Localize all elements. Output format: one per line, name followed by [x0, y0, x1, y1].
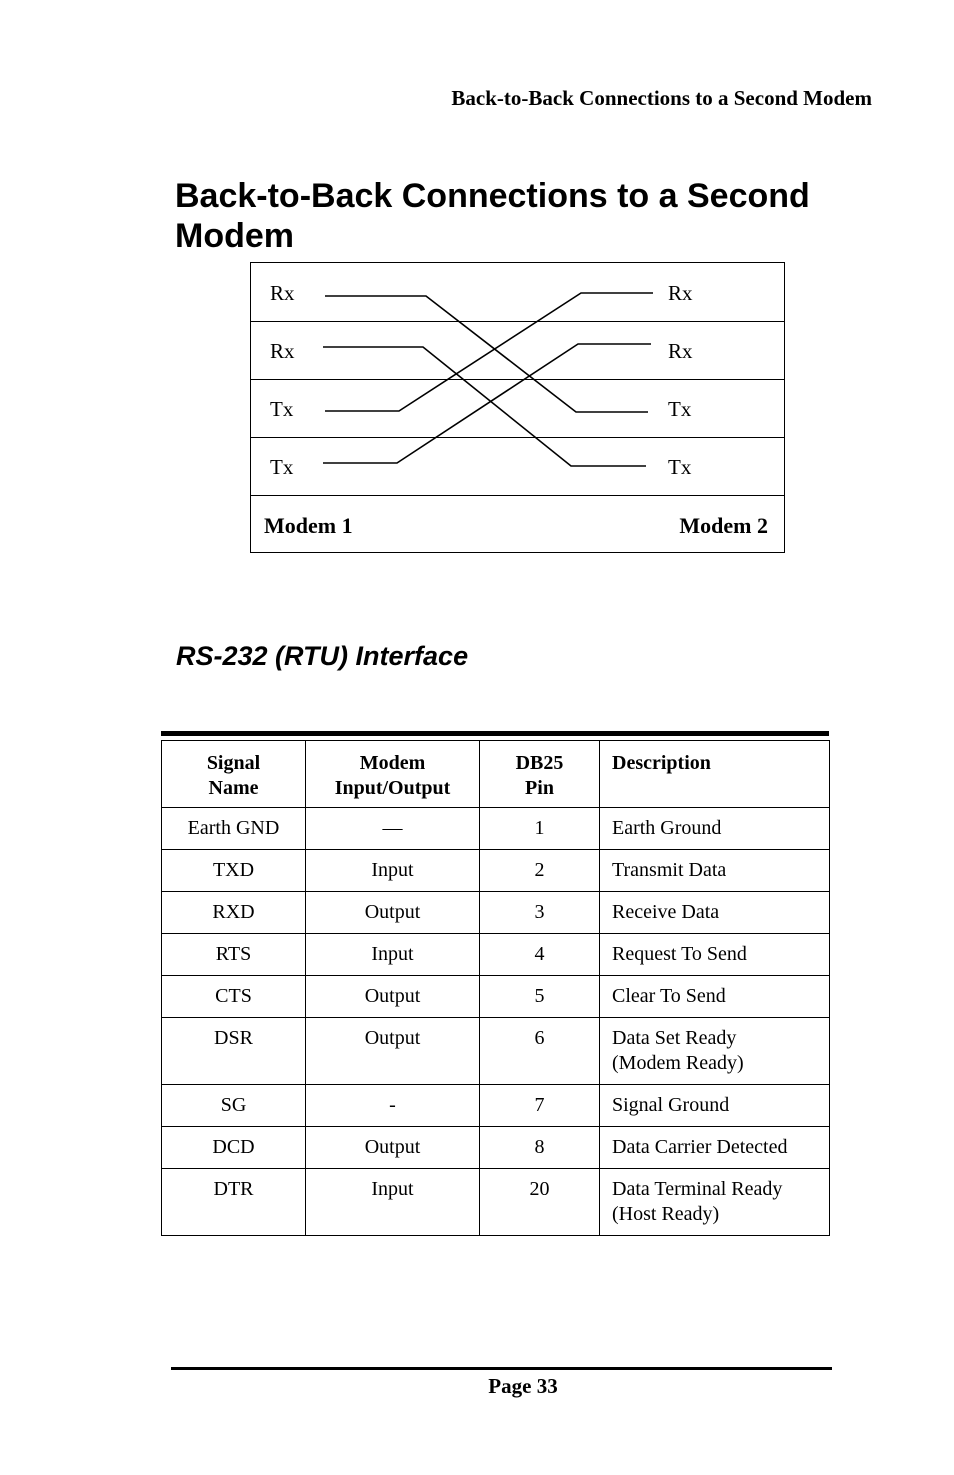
right-label-rx-1: Rx	[668, 281, 693, 305]
table-row	[162, 1085, 830, 1127]
wire-rx2-to-tx2	[323, 347, 646, 466]
left-label-tx-1: Tx	[270, 397, 294, 421]
cell-description: Signal Ground	[600, 1085, 830, 1127]
left-label-tx-2: Tx	[270, 455, 294, 479]
cell-pin: 2	[480, 850, 600, 892]
cell-signal: TXD	[162, 850, 306, 892]
table-row	[162, 808, 830, 850]
page-title: Back-to-Back Connections to a Second Modem	[175, 177, 810, 255]
right-label-tx-1: Tx	[668, 397, 692, 421]
wiring-diagram	[250, 262, 785, 553]
cell-io: Output	[306, 976, 480, 1018]
rs232-pinout-table	[161, 740, 830, 1236]
cell-description: Data Carrier Detected	[600, 1127, 830, 1169]
right-label-tx-2: Tx	[668, 455, 692, 479]
cell-description: Request To Send	[600, 934, 830, 976]
cell-pin: 4	[480, 934, 600, 976]
cell-io: Input	[306, 934, 480, 976]
cell-signal: RXD	[162, 892, 306, 934]
cell-pin: 1	[480, 808, 600, 850]
header-modem-io: Modem Input/Output	[306, 741, 480, 808]
cell-io: -	[306, 1085, 480, 1127]
header-db25-pin: DB25 Pin	[480, 741, 600, 808]
cell-signal: RTS	[162, 934, 306, 976]
cell-pin: 3	[480, 892, 600, 934]
left-label-rx-1: Rx	[270, 281, 295, 305]
cell-io: Input	[306, 1169, 480, 1236]
table-top-rule	[161, 731, 829, 736]
wire-tx2-to-rx2	[323, 344, 651, 463]
table-header-row	[162, 741, 830, 808]
cell-pin: 8	[480, 1127, 600, 1169]
modem-1-label: Modem 1	[264, 513, 353, 538]
table-row	[162, 976, 830, 1018]
table-row	[162, 892, 830, 934]
table-row	[162, 850, 830, 892]
cell-signal: SG	[162, 1085, 306, 1127]
right-label-rx-2: Rx	[668, 339, 693, 363]
cell-description: Data Set Ready (Modem Ready)	[600, 1018, 830, 1085]
cell-pin: 7	[480, 1085, 600, 1127]
table-row	[162, 1127, 830, 1169]
cell-pin: 5	[480, 976, 600, 1018]
cell-description: Earth Ground	[600, 808, 830, 850]
cell-signal: DSR	[162, 1018, 306, 1085]
cell-description: Clear To Send	[600, 976, 830, 1018]
left-label-rx-2: Rx	[270, 339, 295, 363]
cell-signal: CTS	[162, 976, 306, 1018]
table-row	[162, 934, 830, 976]
header-description: Description	[600, 741, 830, 808]
cell-pin: 20	[480, 1169, 600, 1236]
cell-signal: Earth GND	[162, 808, 306, 850]
page-number: Page 33	[488, 1374, 558, 1398]
table-row	[162, 1169, 830, 1236]
crossover-wires	[251, 263, 786, 554]
cell-io: Output	[306, 1127, 480, 1169]
cell-description: Transmit Data	[600, 850, 830, 892]
cell-io: Output	[306, 892, 480, 934]
cell-signal: DTR	[162, 1169, 306, 1236]
cell-signal: DCD	[162, 1127, 306, 1169]
running-header: Back-to-Back Connections to a Second Modem	[451, 86, 872, 110]
cell-io: —	[306, 808, 480, 850]
header-signal-name: Signal Name	[162, 741, 306, 808]
wire-tx1-to-rx1	[325, 293, 653, 411]
section-title: RS-232 (RTU) Interface	[176, 641, 469, 671]
cell-io: Input	[306, 850, 480, 892]
modem-2-label: Modem 2	[679, 513, 768, 538]
cell-io: Output	[306, 1018, 480, 1085]
footer-rule	[171, 1367, 832, 1370]
cell-description: Data Terminal Ready (Host Ready)	[600, 1169, 830, 1236]
table-row	[162, 1018, 830, 1085]
cell-pin: 6	[480, 1018, 600, 1085]
cell-description: Receive Data	[600, 892, 830, 934]
